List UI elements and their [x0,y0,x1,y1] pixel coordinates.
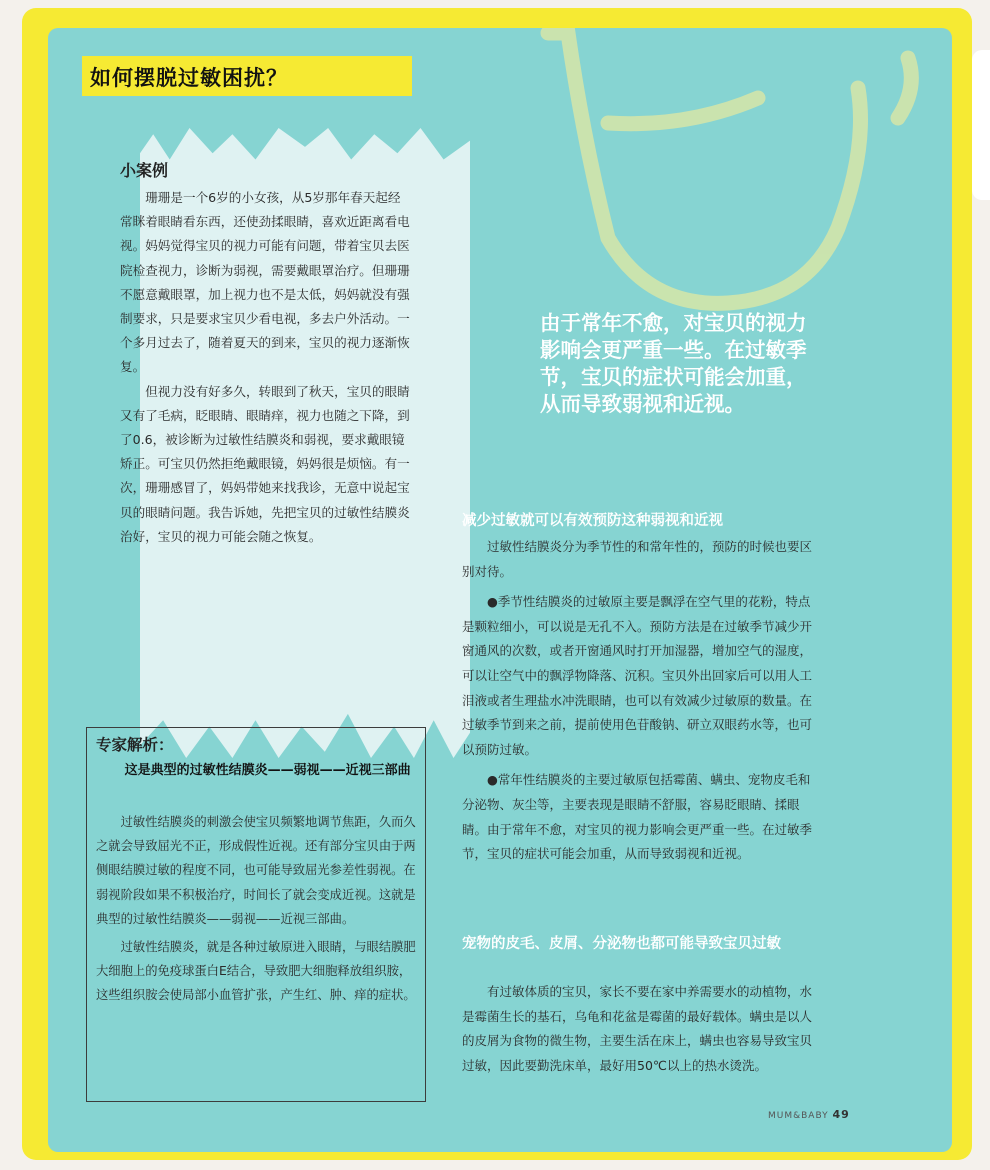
section2-body [462,980,812,1078]
section1-body [462,535,812,867]
magazine-name: MUM&BABY [768,1111,829,1121]
case-paragraph: 但视力没有好多久，转眼到了秋天，宝贝的眼睛又有了毛病，眨眼睛、眼睛痒，视力也随之下降，到了0.6，被诊断为过敏性结膜炎和弱视，要求戴眼镜矫正。可宝贝仍然拒绝戴眼镜，妈妈很是烦恼。有一次，珊珊感冒了，妈妈带她来找我诊，无意中说起宝贝的眼睛问题。我告诉她，先把宝贝的过敏性结膜炎治好，宝贝的视力可能会随之恢复。 [120,383,410,544]
expert-paragraph: 过敏性结膜炎的刺激会使宝贝频繁地调节焦距，久而久之就会导致屈光不正，形成假性近视。还有部分宝贝由于两侧眼结膜过敏的程度不同，也可能导致屈光参差性弱视。在弱视阶段如果不积极治疗，时间长了就会变成近视。这就是典型的过敏性结膜炎——弱视——近视三部曲。 [96,815,416,926]
page-number: 49 [832,1108,850,1121]
page-footer [768,1108,850,1121]
case-paragraph: 珊珊是一个6岁的小女孩，从5岁那年春天起经常眯着眼睛看东西，还使劲揉眼睛，喜欢近距离看电视。妈妈觉得宝贝的视力可能有问题，带着宝贝去医院检查视力，诊断为弱视，需要戴眼罩治疗。但珊珊不愿意戴眼罩，加上视力也不是太低，妈妈就没有强制要求，只是要求宝贝少看电视，多去户外活动。一个多月过去了，随着夏天的到来，宝贝的视力逐渐恢复。 [120,190,410,375]
page-edge-tab [972,50,990,200]
section1-paragraph: ●季节性结膜炎的过敏原主要是飘浮在空气里的花粉，特点是颗粒细小，可以说是无孔不入。预防方法是在过敏季节减少开窗通风的次数，或者开窗通风时打开加湿器，增加空气的湿度，可以让空气中的飘浮物降落、沉积。宝贝外出回家后可以用人工泪液或者生理盐水冲洗眼睛，也可以有效减少过敏原的数量。在过敏季节到来之前，提前使用色苷酸钠、研立双眼药水等，也可以预防过敏。 [462,594,813,757]
section2-heading: 宠物的皮毛、皮屑、分泌物也都可能导致宝贝过敏 [462,935,781,952]
section1-paragraph: ●常年性结膜炎的主要过敏原包括霉菌、螨虫、宠物皮毛和分泌物、灰尘等，主要表现是眼睛不舒服，容易眨眼睛、揉眼睛。由于常年不愈，对宝贝的视力影响会更严重一些。在过敏季节，宝贝的症状可能会加重，从而导致弱视和近视。 [462,772,813,862]
expert-heading: 专家解析： [96,735,174,754]
expert-paragraph: 过敏性结膜炎，就是各种过敏原进入眼睛，与眼结膜肥大细胞上的免疫球蛋白E结合，导致肥大细胞释放组织胺，这些组织胺会使局部小血管扩张，产生红、肿、痒的症状。 [96,940,416,1003]
page-title: 如何摆脱过敏困扰？ [90,66,288,90]
section1-paragraph: 过敏性结膜炎分为季节性的和常年性的，预防的时候也要区别对待。 [462,539,813,579]
case-heading: 小案例 [120,161,169,180]
section1-heading: 减少过敏就可以有效预防这种弱视和近视 [462,512,723,529]
expert-subheading: 这是典型的过敏性结膜炎——弱视——近视三部曲 [124,763,411,778]
expert-body [96,810,420,1008]
case-body [120,186,410,549]
section2-paragraph: 有过敏体质的宝贝，家长不要在家中养需要水的动植物，水是霉菌生长的基石，乌龟和花盆是霉菌的最好载体。螨虫是以人的皮屑为食物的微生物，主要生活在床上，螨虫也容易导致宝贝过敏，因此要勤洗床单，最好用50℃以上的热水烫洗。 [462,984,813,1073]
pull-quote: 由于常年不愈，对宝贝的视力影响会更严重一些。在过敏季节，宝贝的症状可能会加重，从而导致弱视和近视。 [540,311,807,416]
